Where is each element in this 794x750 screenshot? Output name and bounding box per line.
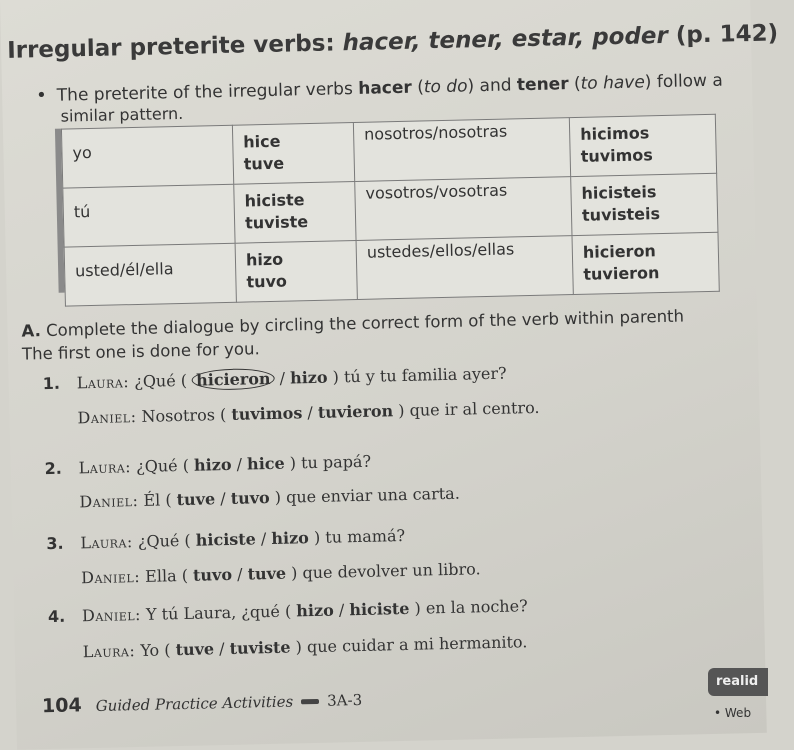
line-text: Yo (: [135, 640, 176, 661]
line-text: ) tu papá?: [284, 451, 372, 473]
intro-gloss-tener: to have: [580, 72, 646, 94]
option-a[interactable]: hizo: [193, 454, 232, 475]
form-hacer: hicisteis: [581, 182, 657, 203]
intro-text-and: ) and: [467, 75, 518, 97]
plural-forms-cell: [569, 114, 716, 176]
option-a[interactable]: tuvo: [192, 564, 233, 585]
speaker-label: Daniel:: [80, 566, 141, 588]
instruction-text: Complete the dialogue by circling the correct form of the verb within parenth: [40, 306, 685, 341]
speaker-label: Daniel:: [79, 490, 139, 512]
option-b[interactable]: tuvo: [230, 488, 270, 508]
form-hacer: hicimos: [579, 123, 650, 144]
option-a[interactable]: hizo: [296, 600, 334, 621]
dialogue-line: [43, 398, 539, 428]
intro-text-follow: ) follow a: [644, 70, 724, 93]
speaker-label: Daniel:: [81, 604, 142, 626]
section-code: 3A-3: [326, 690, 363, 710]
intro-paren: (: [411, 77, 425, 98]
item-number: [44, 423, 78, 424]
line-text: ) tu mamá?: [308, 525, 406, 548]
option-separator: /: [255, 528, 272, 549]
item-number: 4.: [47, 606, 66, 627]
intro-text: The preterite of the irregular verbs: [56, 78, 359, 106]
form-tener: tuve: [243, 153, 285, 174]
form-hacer: hizo: [245, 249, 284, 270]
title-prefix: Irregular preterite verbs:: [6, 30, 343, 64]
side-tab: realid: [708, 668, 768, 696]
plural-subject-cell: vosotros/vosotras: [355, 177, 572, 241]
option-b[interactable]: hizo: [289, 367, 328, 388]
line-text: ¿Qué (: [130, 455, 195, 477]
line-text: ) que cuidar a mi hermanito.: [290, 632, 528, 657]
instruction-line-2: The first one is done for you.: [21, 339, 260, 364]
option-separator: /: [333, 600, 350, 620]
intro-line: [36, 70, 723, 107]
item-number: 3.: [46, 533, 64, 554]
option-b[interactable]: hice: [246, 453, 285, 474]
option-a[interactable]: tuve: [176, 489, 216, 510]
line-text: Y tú Laura, ¿qué (: [140, 601, 297, 624]
exercise-instructions: [21, 305, 685, 366]
form-hacer: hiciste: [244, 190, 305, 211]
form-tener: tuvo: [246, 271, 288, 292]
speaker-label: Laura:: [82, 641, 136, 662]
line-text: Nosotros (: [136, 404, 232, 427]
line-text: ) tú y tu familia ayer?: [327, 363, 507, 387]
option-separator: /: [302, 402, 319, 423]
form-hacer: hice: [243, 131, 281, 152]
form-tener: tuvisteis: [581, 204, 661, 225]
speaker-label: Daniel:: [77, 407, 137, 428]
option-b[interactable]: tuve: [247, 563, 287, 584]
dialogue-line: [42, 364, 506, 394]
intro-line-2: similar pattern.: [60, 103, 184, 126]
option-b[interactable]: hizo: [271, 528, 310, 548]
item-number: [46, 507, 80, 508]
item-number: [49, 657, 83, 658]
title-page-ref: (p. 142): [667, 20, 779, 49]
form-tener: tuvimos: [580, 145, 654, 166]
line-text: ) en la noche?: [409, 596, 528, 618]
dialogue-line: [48, 596, 528, 626]
singular-forms-cell: [235, 240, 357, 302]
dialogue-line: [47, 559, 481, 588]
line-text: ) que devolver un libro.: [285, 559, 481, 583]
speaker-label: Laura:: [76, 372, 130, 393]
speaker-label: Laura:: [80, 532, 134, 553]
title-verbs: hacer, tener, estar, poder: [342, 22, 669, 57]
option-a[interactable]: tuvimos: [231, 403, 303, 424]
line-text: Él (: [138, 490, 177, 510]
speaker-label: Laura:: [78, 457, 132, 478]
plural-forms-cell: [572, 232, 719, 294]
option-separator: /: [214, 488, 231, 509]
option-separator: /: [274, 368, 291, 388]
form-hacer: hicieron: [582, 241, 657, 262]
item-number: [47, 583, 81, 584]
option-separator: /: [213, 638, 230, 659]
singular-forms-cell: [232, 123, 354, 185]
web-note: • Web: [714, 706, 752, 720]
option-b[interactable]: tuvieron: [317, 401, 394, 422]
page-footer: [42, 688, 363, 717]
dialogue-line: [44, 452, 371, 478]
option-separator: /: [231, 454, 248, 474]
subject-cell: usted/él/ella: [64, 243, 236, 306]
option-a[interactable]: tuve: [175, 639, 215, 660]
line-text: ¿Qué (: [128, 370, 193, 392]
section-title: [7, 20, 779, 63]
plural-subject-cell: ustedes/ellos/ellas: [356, 236, 573, 300]
option-circled[interactable]: hicieron: [192, 368, 275, 391]
footer-dash-icon: [301, 699, 319, 704]
item-number: 1.: [42, 373, 61, 394]
subject-cell: yo: [61, 125, 233, 188]
item-number: 2.: [44, 458, 63, 479]
line-text: ) que enviar una carta.: [269, 483, 461, 508]
option-b[interactable]: hiciste: [349, 598, 410, 620]
conjugation-table: [61, 114, 720, 307]
page-number: 104: [41, 694, 82, 718]
option-a[interactable]: hiciste: [195, 529, 257, 550]
dialogue-line: [45, 484, 460, 512]
line-text: Ella (: [139, 565, 194, 586]
intro-paren: (: [568, 73, 581, 95]
singular-forms-cell: [234, 181, 356, 243]
intro-verb-hacer: hacer: [358, 77, 413, 99]
subject-cell: tú: [63, 184, 235, 247]
line-text: ) que ir al centro.: [392, 397, 540, 421]
book-title: Guided Practice Activities: [95, 692, 294, 716]
form-tener: tuvieron: [583, 263, 660, 284]
line-text: ¿Qué (: [132, 530, 196, 552]
plural-forms-cell: [571, 173, 718, 235]
form-tener: tuviste: [244, 212, 309, 233]
plural-subject-cell: nosotros/nosotras: [353, 118, 570, 182]
bullet-icon: •: [35, 84, 48, 107]
exercise-letter: A.: [21, 321, 42, 341]
intro-verb-tener: tener: [516, 74, 569, 96]
dialogue-line: [46, 526, 405, 553]
option-b[interactable]: tuviste: [229, 637, 291, 658]
option-separator: /: [231, 564, 248, 584]
dialogue-line: [49, 632, 528, 662]
intro-gloss-hacer: to do: [423, 76, 468, 98]
